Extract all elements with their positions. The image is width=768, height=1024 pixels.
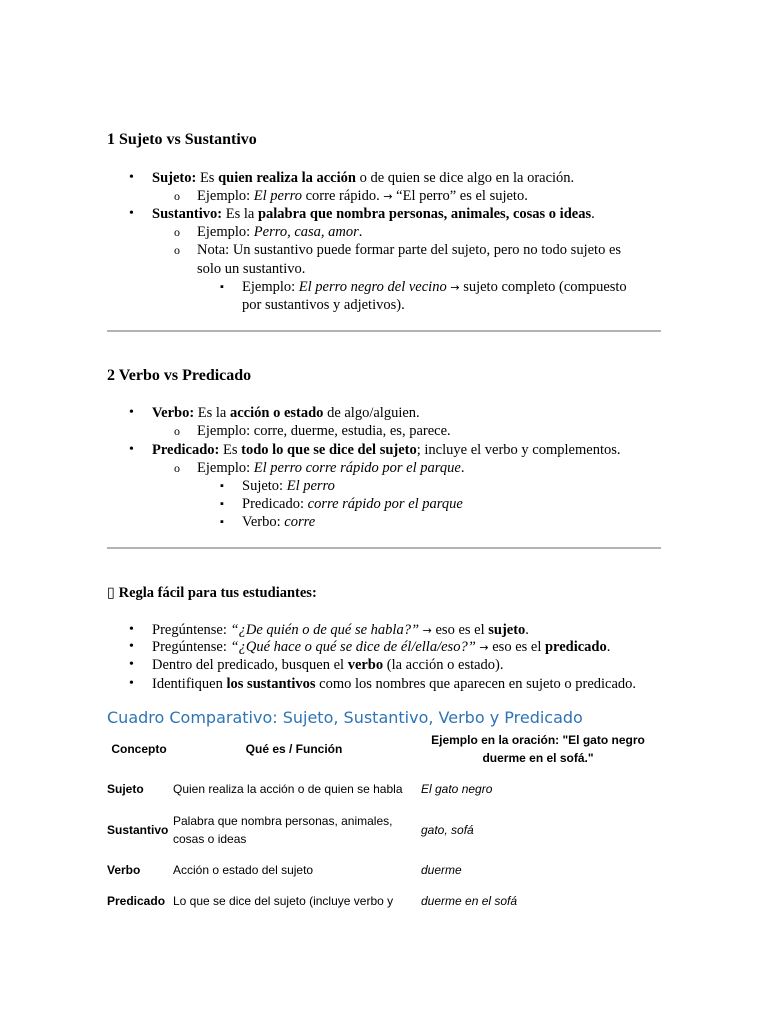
circle-marker: o [174, 461, 180, 475]
sujeto-example: Ejemplo: El perro corre rápido. → “El perro” es el sujeto. [197, 188, 528, 204]
nota-line-1: Nota: Un sustantivo puede formar parte del sujeto, pero no todo sujeto es [197, 242, 622, 258]
table-cell: duerme [421, 863, 462, 877]
bullet-marker: • [129, 639, 134, 654]
section-2-title: 2 Verbo vs Predicado [107, 367, 252, 384]
example-sujeto: Sujeto: El perro [242, 478, 335, 494]
table-row-label: Predicado [107, 894, 166, 908]
predicado-label: Predicado: [152, 442, 220, 458]
bullet-marker: • [129, 657, 134, 672]
table-row-label: Sujeto [107, 782, 144, 796]
square-marker: ▪ [220, 498, 224, 510]
rule-line-1: Pregúntense: “¿De quién o de qué se habla?” → eso es el sujeto. [152, 622, 529, 638]
table-header-concepto: Concepto [111, 742, 167, 756]
sujeto-completo-example-line-2: por sustantivos y adjetivos). [242, 297, 405, 313]
circle-marker: o [174, 424, 180, 438]
table-row-label: Verbo [107, 863, 141, 877]
table-title: Cuadro Comparativo: Sujeto, Sustantivo, Verbo y Predicado [107, 708, 583, 727]
horizontal-divider [107, 547, 661, 549]
example-predicado: Predicado: corre rápido por el parque [242, 496, 463, 512]
table-cell: El gato negro [421, 782, 493, 796]
sustantivo-label: Sustantivo: [152, 206, 223, 222]
circle-marker: o [174, 243, 180, 257]
bullet-marker: • [129, 442, 134, 457]
lightbulb-icon: ▯ [107, 585, 115, 601]
verbo-example: Ejemplo: corre, duerme, estudia, es, parece. [197, 423, 451, 439]
table-cell: duerme en el sofá [421, 894, 518, 908]
table-cell: Acción o estado del sujeto [173, 863, 314, 877]
predicado-example: Ejemplo: El perro corre rápido por el parque. [197, 460, 465, 476]
arrow-icon: → [479, 641, 489, 654]
table-cell: Lo que se dice del sujeto (incluye verbo y [173, 894, 394, 908]
bullet-marker: • [129, 676, 134, 691]
table-header-funcion: Qué es / Función [245, 742, 343, 756]
bullet-marker: • [129, 405, 134, 420]
bullet-marker: • [129, 170, 134, 185]
table-cell: Palabra que nombra personas, animales, cosas o ideas [173, 814, 393, 846]
nota-line-2: solo un sustantivo. [197, 261, 306, 277]
sustantivo-definition: Sustantivo: Es la palabra que nombra personas, animales, cosas o ideas. [152, 206, 595, 222]
verbo-definition: Verbo: Es la acción o estado de algo/alguien. [152, 405, 420, 421]
arrow-icon: → [383, 190, 393, 203]
sustantivo-example: Ejemplo: Perro, casa, amor. [197, 224, 363, 240]
sujeto-definition: Sujeto: Es quien realiza la acción o de quien se dice algo en la oración. [152, 170, 575, 186]
circle-marker: o [174, 189, 180, 203]
example-verbo: Verbo: corre [242, 514, 316, 530]
table-header-ejemplo: Ejemplo en la oración: "El gato negro duerme en el sofá." [431, 733, 645, 765]
table-row-label: Sustantivo [107, 823, 169, 837]
rule-line-4: Identifiquen los sustantivos como los nombres que aparecen en sujeto o predicado. [152, 676, 637, 692]
section-1-title: 1 Sujeto vs Sustantivo [107, 131, 257, 148]
table-cell: gato, sofá [421, 823, 474, 837]
rule-title: ▯ Regla fácil para tus estudiantes: [107, 585, 317, 601]
horizontal-divider [107, 330, 661, 332]
predicado-definition: Predicado: Es todo lo que se dice del sujeto; incluye el verbo y complementos. [152, 442, 621, 458]
sujeto-completo-example: Ejemplo: El perro negro del vecino → sujeto completo (compuesto [242, 279, 627, 295]
bullet-marker: • [129, 206, 134, 221]
table-cell: Quien realiza la acción o de quien se habla [173, 782, 403, 796]
arrow-icon: → [422, 624, 432, 637]
bullet-marker: • [129, 622, 134, 637]
rule-line-2: Pregúntense: “¿Qué hace o qué se dice de él/ella/eso?” → eso es el predicado. [152, 639, 611, 655]
verbo-label: Verbo: [152, 405, 195, 421]
arrow-icon: → [450, 281, 460, 294]
rule-line-3: Dentro del predicado, busquen el verbo (la acción o estado). [152, 657, 504, 673]
square-marker: ▪ [220, 516, 224, 528]
sujeto-label: Sujeto: [152, 170, 197, 186]
circle-marker: o [174, 225, 180, 239]
square-marker: ▪ [220, 480, 224, 492]
square-marker: ▪ [220, 281, 224, 293]
